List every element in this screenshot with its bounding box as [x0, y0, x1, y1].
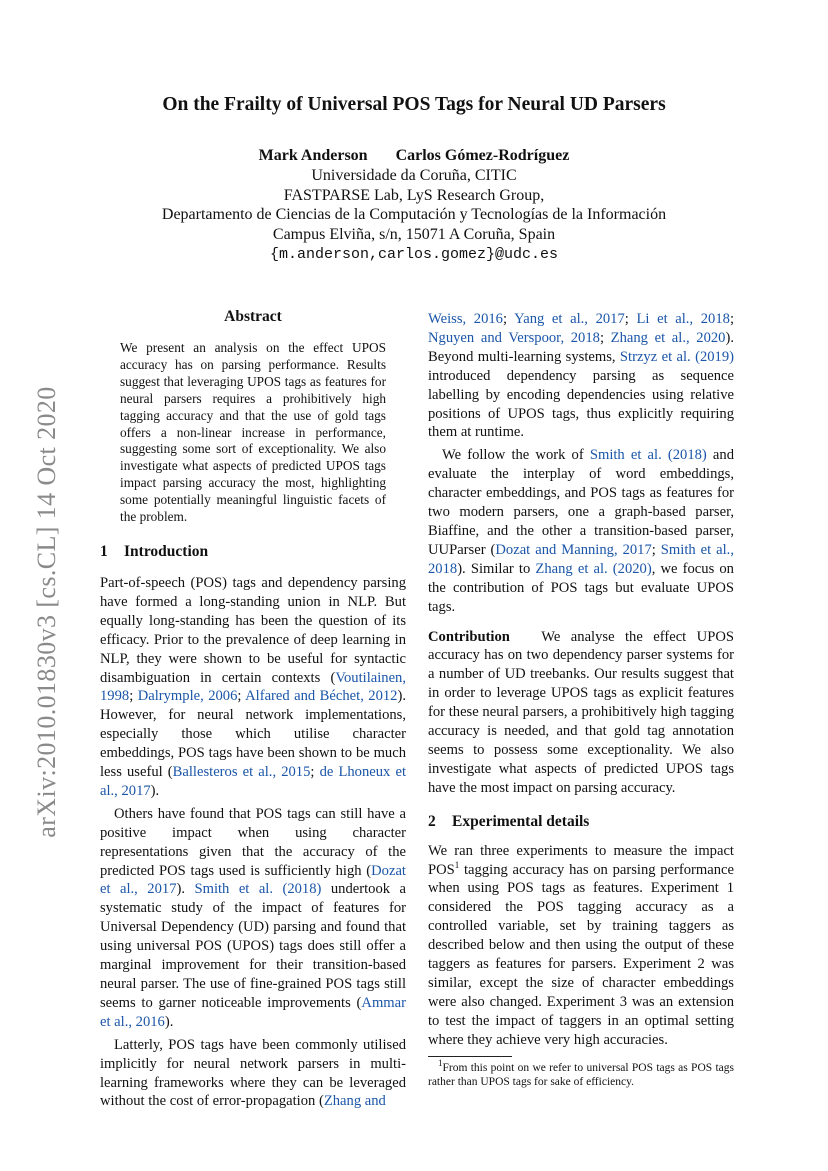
citation-link[interactable]: Voutilainen, 1998 — [100, 669, 406, 705]
section-1-title: Introduction — [124, 542, 209, 560]
section-1-heading — [100, 543, 406, 561]
intro-paragraph-3-continued — [428, 310, 734, 442]
text-run: ). — [176, 881, 195, 898]
citation-link[interactable]: Li et al., 2018 — [636, 311, 730, 327]
section-1-number: 1 — [100, 542, 108, 560]
citation-link[interactable]: Zhang et al. (2020) — [535, 560, 652, 577]
citation-link[interactable]: Yang et al., 2017 — [514, 311, 625, 327]
intro-paragraph-3 — [100, 1036, 406, 1112]
text-run: ; — [237, 688, 246, 705]
text-run: ). — [150, 782, 160, 799]
text-run: and evaluate the interplay of word embeddings, character embeddings, and POS tags as features for two modern parsers, one a graph-based parser, Biaffine, and the other a transition-based parser, UUParser ( — [428, 447, 734, 558]
contribution-heading: Contribution — [428, 628, 510, 645]
affiliation-3: Departamento de Ciencias de la Computación y Tecnologías de la Información — [161, 206, 667, 224]
footnote-text: From this point on we refer to universal POS tags as POS tags rather than UPOS tags for sake of efficiency. — [428, 1061, 734, 1089]
citation-link[interactable]: Dozat and Manning, 2017 — [495, 541, 652, 558]
citation-link[interactable]: Dozat et al., 2017 — [100, 862, 406, 898]
text-run: ). — [164, 1013, 174, 1030]
text-run: undertook a systematic study of the impact of features for Universal Dependency (UD) parsing and found that using universal POS (UPOS) tags does still offer a marginal improvement for their transition-based neural parser. The use of fine-grained POS tags still seems to garner noticeable improvements ( — [100, 881, 406, 1011]
text-run: We ran three experiments to measure the impact POS — [428, 842, 734, 878]
citation-link[interactable]: Nguyen and Verspoor, 2018 — [428, 329, 600, 346]
abstract-text: We present an analysis on the effect UPOS accuracy has on parsing performance. Results suggest that leveraging UPOS tags as features for neural parsers requires a prohibitively high tagging accuracy and that the use of gold tags offers a non-linear increase in performance, suggesting some sort of exceptionality. We also investigate what aspects of predicted UPOS tags impact parsing accuracy the most, highlighting some potentially meaningful linguistic facets of the problem. — [120, 340, 386, 525]
footnote-number: 1 — [438, 1057, 443, 1068]
citation-link[interactable]: Smith et al. (2018) — [194, 881, 322, 898]
citation-link[interactable]: Smith et al., 2018 — [428, 541, 734, 577]
citation-link[interactable]: Ammar et al., 2016 — [100, 994, 406, 1030]
abstract-heading: Abstract — [224, 308, 282, 325]
text-run: ; — [310, 764, 320, 781]
citation-link[interactable]: Weiss, 2016 — [428, 311, 503, 327]
citation-link[interactable]: Strzyz et al. (2019) — [619, 348, 734, 365]
text-run: We follow the work of — [442, 447, 590, 464]
text-run: ; — [599, 329, 611, 346]
intro-paragraph-1 — [100, 574, 406, 801]
text-run: ). Beyond multi-learning systems, — [428, 329, 734, 365]
footnote-marker[interactable]: 1 — [454, 859, 460, 870]
section-2-number: 2 — [428, 812, 436, 830]
text-run: introduced dependency parsing as sequence labelling by encoding dependencies using relative positions of UPOS tags, thus explicitly requiring them at runtime. — [428, 367, 734, 441]
right-column — [428, 310, 734, 1090]
text-run: ; — [502, 311, 515, 327]
citation-link[interactable]: Dalrymple, 2006 — [137, 688, 238, 705]
affiliation-1: Universidade da Coruña, CITIC — [311, 166, 517, 184]
citation-link[interactable]: de Lhoneux et al., 2017 — [100, 764, 406, 799]
intro-paragraph-4 — [428, 446, 734, 616]
text-run: ; — [129, 688, 138, 705]
section-2-title: Experimental details — [452, 812, 590, 830]
citation-link[interactable]: Ballesteros et al., 2015 — [172, 764, 311, 781]
text-run: tagging accuracy has on parsing performance when using POS tags as features. Experiment 1 considered the POS tagging accuracy as a controlled variable, set by training taggers as described below and then using the output of these taggers as features for parsers. Experiment 2 was similar, except the size of character embeddings were also changed. Experiment 3 was an extension to test the impact of taggers in an optimal setting where they achieve very high accuracies. — [428, 861, 734, 1048]
arxiv-identifier-stamp: arXiv:2010.01830v3 [cs.CL] 14 Oct 2020 — [32, 386, 61, 838]
author-2: Carlos Gómez-Rodríguez — [395, 147, 570, 164]
author-emails: {m.anderson,carlos.gomez}@udc.es — [269, 245, 559, 263]
author-block — [0, 146, 828, 265]
citation-link[interactable]: Zhang et al., 2020 — [610, 329, 726, 346]
intro-paragraph-2 — [100, 805, 406, 1032]
citation-link[interactable]: Smith et al. (2018) — [589, 447, 707, 464]
text-run: ; — [729, 311, 734, 327]
citation-link[interactable]: Alfared and Béchet, 2012 — [245, 688, 398, 705]
author-1: Mark Anderson — [258, 147, 368, 164]
text-run: Others have found that POS tags can still have a positive impact when using character representations given that the accuracy of the predicted POS tags used is sufficiently high ( — [100, 805, 406, 879]
footnote-1 — [428, 1057, 734, 1090]
text-run: Part-of-speech (POS) tags and dependency parsing have formed a long-standing union in NLP. But equally long-standing has been the question of its efficacy. Prior to the prevalence of deep learning in NLP, they were shown to be useful for syntactic disambiguation in certain contexts ( — [100, 574, 406, 686]
affiliation-4: Campus Elviña, s/n, 15071 A Coruña, Spain — [272, 226, 556, 244]
text-run: ). However, for neural network implementations, especially those which utilise character embeddings, POS tags have been shown to be much less useful ( — [100, 688, 406, 781]
section-2-heading — [428, 813, 734, 831]
left-column — [100, 308, 406, 1111]
text-run: ). Similar to — [457, 560, 536, 577]
text-run: Latterly, POS tags have been commonly utilised implicitly for neural network parsers in multi-learning frameworks where they can be leveraged without the cost of error-propagation ( — [100, 1036, 406, 1110]
citation-link[interactable]: Zhang and — [323, 1093, 386, 1110]
text-run: ; — [651, 541, 661, 558]
text-run: , we focus on the contribution of POS tags but evaluate UPOS tags. — [428, 560, 734, 615]
paper-title: On the Frailty of Universal POS Tags for Neural UD Parsers — [162, 94, 666, 115]
text-run: ; — [624, 311, 637, 327]
contribution-paragraph — [428, 628, 734, 798]
experiments-paragraph — [428, 842, 734, 1050]
contribution-text: We analyse the effect UPOS accuracy has on two dependency parser systems for a number of UD treebanks. Our results suggest that in order to leverage UPOS tags as explicit features for these neural parsers, a prohibitively high tagging accuracy is needed, and that gold tag annotation seems to possess some exceptionality. We also investigate what aspects of predicted UPOS tags have the most impact on parsing accuracy. — [428, 628, 734, 796]
affiliation-2: FASTPARSE Lab, LyS Research Group, — [283, 186, 545, 204]
author-names — [0, 146, 828, 166]
footnote-divider — [428, 1056, 512, 1057]
